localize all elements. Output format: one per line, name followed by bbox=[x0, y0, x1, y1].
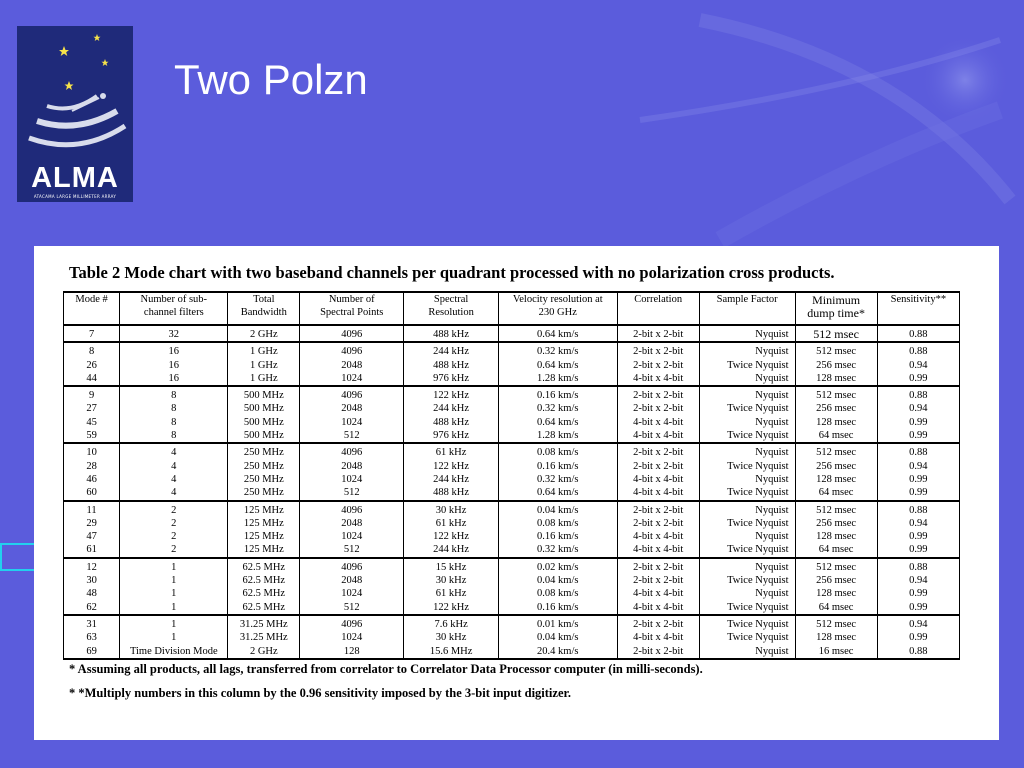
table-cell: 4 bbox=[120, 486, 228, 500]
table-cell: 0.64 km/s bbox=[498, 359, 617, 372]
table-cell: 244 kHz bbox=[404, 473, 499, 486]
table-row bbox=[64, 517, 960, 530]
table-cell: 128 msec bbox=[795, 530, 877, 543]
table-cell: 16 msec bbox=[795, 645, 877, 659]
column-header: Sensitivity** bbox=[877, 292, 959, 325]
table-cell: 4096 bbox=[300, 501, 404, 517]
table-cell: 0.02 km/s bbox=[498, 558, 617, 574]
table-cell: 122 kHz bbox=[404, 386, 499, 402]
table-cell: 2-bit x 2-bit bbox=[617, 402, 699, 415]
table-cell: 4096 bbox=[300, 386, 404, 402]
table-cell: 128 msec bbox=[795, 372, 877, 386]
table-cell: 64 msec bbox=[795, 601, 877, 615]
table-cell: 4-bit x 4-bit bbox=[617, 372, 699, 386]
table-row bbox=[64, 325, 960, 342]
table-cell: 2 bbox=[120, 501, 228, 517]
table-cell: 125 MHz bbox=[228, 517, 300, 530]
table-row bbox=[64, 416, 960, 429]
table-cell: 2048 bbox=[300, 517, 404, 530]
table-cell: 0.88 bbox=[877, 558, 959, 574]
table-cell: 1024 bbox=[300, 473, 404, 486]
table-cell: 976 kHz bbox=[404, 372, 499, 386]
table-cell: 45 bbox=[64, 416, 120, 429]
table-cell: 488 kHz bbox=[404, 359, 499, 372]
table-cell: 1024 bbox=[300, 587, 404, 600]
table-cell: 2048 bbox=[300, 402, 404, 415]
table-cell: 0.04 km/s bbox=[498, 631, 617, 644]
table-cell: 4096 bbox=[300, 615, 404, 631]
table-cell: 125 MHz bbox=[228, 543, 300, 557]
table-cell: 62 bbox=[64, 601, 120, 615]
table-cell: 250 MHz bbox=[228, 460, 300, 473]
table-cell: 256 msec bbox=[795, 460, 877, 473]
table-cell: Twice Nyquist bbox=[699, 543, 795, 557]
table-row bbox=[64, 574, 960, 587]
table-cell: 4096 bbox=[300, 558, 404, 574]
table-cell: 1 bbox=[120, 574, 228, 587]
table-cell: 16 bbox=[120, 359, 228, 372]
table-cell: 2 bbox=[120, 517, 228, 530]
table-cell: 512 bbox=[300, 429, 404, 443]
table-cell: 0.16 km/s bbox=[498, 386, 617, 402]
slide-title: Two Polzn bbox=[174, 56, 368, 103]
column-header: Mode # bbox=[64, 292, 120, 325]
table-cell: 512 msec bbox=[795, 501, 877, 517]
table-cell: 244 kHz bbox=[404, 342, 499, 358]
table-cell: 0.88 bbox=[877, 342, 959, 358]
table-cell: Nyquist bbox=[699, 443, 795, 459]
table-cell: Twice Nyquist bbox=[699, 460, 795, 473]
table-cell: 1024 bbox=[300, 631, 404, 644]
table-row bbox=[64, 359, 960, 372]
table-cell: 0.01 km/s bbox=[498, 615, 617, 631]
column-header: Velocity resolution at 230 GHz bbox=[498, 292, 617, 325]
table-cell: 4096 bbox=[300, 325, 404, 342]
table-cell: 2-bit x 2-bit bbox=[617, 558, 699, 574]
table-cell: 2-bit x 2-bit bbox=[617, 574, 699, 587]
table-cell: 1 bbox=[120, 615, 228, 631]
table-cell: 29 bbox=[64, 517, 120, 530]
table-cell: 4-bit x 4-bit bbox=[617, 416, 699, 429]
table-cell: 1 GHz bbox=[228, 342, 300, 358]
table-cell: 122 kHz bbox=[404, 601, 499, 615]
table-cell: 128 msec bbox=[795, 631, 877, 644]
table-row bbox=[64, 402, 960, 415]
table-cell: 2-bit x 2-bit bbox=[617, 325, 699, 342]
table-cell: Nyquist bbox=[699, 386, 795, 402]
table-cell: 488 kHz bbox=[404, 486, 499, 500]
table-cell: 500 MHz bbox=[228, 386, 300, 402]
table-cell: 0.88 bbox=[877, 645, 959, 659]
table-cell: 4-bit x 4-bit bbox=[617, 473, 699, 486]
table-cell: 0.04 km/s bbox=[498, 574, 617, 587]
table-cell: 62.5 MHz bbox=[228, 587, 300, 600]
table-row bbox=[64, 386, 960, 402]
column-header: Correlation bbox=[617, 292, 699, 325]
table-row bbox=[64, 473, 960, 486]
table-cell: 512 msec bbox=[795, 558, 877, 574]
table-cell: 2048 bbox=[300, 574, 404, 587]
column-header: Minimum dump time* bbox=[795, 292, 877, 325]
table-cell: 61 kHz bbox=[404, 517, 499, 530]
mode-chart-table bbox=[63, 291, 960, 660]
table-cell: 30 bbox=[64, 574, 120, 587]
table-cell: 8 bbox=[120, 402, 228, 415]
table-cell: 9 bbox=[64, 386, 120, 402]
table-cell: 2 bbox=[120, 530, 228, 543]
table-cell: 8 bbox=[64, 342, 120, 358]
table-cell: 15.6 MHz bbox=[404, 645, 499, 659]
column-header: Sample Factor bbox=[699, 292, 795, 325]
table-cell: 0.94 bbox=[877, 574, 959, 587]
table-cell: 4096 bbox=[300, 443, 404, 459]
table-cell: 250 MHz bbox=[228, 486, 300, 500]
table-cell: 7.6 kHz bbox=[404, 615, 499, 631]
table-cell: Nyquist bbox=[699, 473, 795, 486]
footnote-sensitivity: * *Multiply numbers in this column by the 0.96 sensitivity imposed by the 3-bit input digitizer. bbox=[69, 686, 572, 700]
table-row bbox=[64, 501, 960, 517]
table-row bbox=[64, 543, 960, 557]
table-cell: 250 MHz bbox=[228, 473, 300, 486]
table-cell: Nyquist bbox=[699, 372, 795, 386]
table-cell: 4-bit x 4-bit bbox=[617, 631, 699, 644]
table-cell: 7 bbox=[64, 325, 120, 342]
table-cell: 256 msec bbox=[795, 517, 877, 530]
table-cell: Twice Nyquist bbox=[699, 631, 795, 644]
table-cell: Time Division Mode bbox=[120, 645, 228, 659]
table-cell: 2 GHz bbox=[228, 645, 300, 659]
table-cell: 0.99 bbox=[877, 416, 959, 429]
table-cell: 128 msec bbox=[795, 473, 877, 486]
table-cell: 128 bbox=[300, 645, 404, 659]
logo-wordmark: ALMA bbox=[31, 162, 119, 194]
table-cell: 512 msec bbox=[795, 386, 877, 402]
document-image bbox=[34, 246, 999, 740]
table-cell: 30 kHz bbox=[404, 574, 499, 587]
table-cell: 31.25 MHz bbox=[228, 615, 300, 631]
table-cell: 2048 bbox=[300, 460, 404, 473]
table-cell: 31.25 MHz bbox=[228, 631, 300, 644]
table-caption: Table 2 Mode chart with two baseband channels per quadrant processed with no polarization cross products. bbox=[69, 263, 835, 282]
table-cell: 128 msec bbox=[795, 416, 877, 429]
table-header-row bbox=[64, 292, 960, 325]
table-cell: 1024 bbox=[300, 530, 404, 543]
table-cell: 31 bbox=[64, 615, 120, 631]
table-cell: 47 bbox=[64, 530, 120, 543]
table-cell: 1.28 km/s bbox=[498, 372, 617, 386]
table-cell: Twice Nyquist bbox=[699, 601, 795, 615]
table-row bbox=[64, 460, 960, 473]
table-cell: 122 kHz bbox=[404, 460, 499, 473]
table-cell: 1 bbox=[120, 631, 228, 644]
table-cell: Nyquist bbox=[699, 416, 795, 429]
table-cell: 125 MHz bbox=[228, 501, 300, 517]
table-cell: 2-bit x 2-bit bbox=[617, 501, 699, 517]
table-cell: 30 kHz bbox=[404, 631, 499, 644]
table-cell: 0.88 bbox=[877, 501, 959, 517]
table-row bbox=[64, 587, 960, 600]
table-cell: 0.64 km/s bbox=[498, 416, 617, 429]
table-cell: 62.5 MHz bbox=[228, 558, 300, 574]
table-cell: 500 MHz bbox=[228, 429, 300, 443]
table-cell: 512 msec bbox=[795, 615, 877, 631]
table-cell: Nyquist bbox=[699, 587, 795, 600]
table-cell: 28 bbox=[64, 460, 120, 473]
table-cell: 0.16 km/s bbox=[498, 601, 617, 615]
table-cell: 59 bbox=[64, 429, 120, 443]
table-row bbox=[64, 615, 960, 631]
table-cell: 16 bbox=[120, 372, 228, 386]
table-cell: 256 msec bbox=[795, 359, 877, 372]
table-cell: 0.99 bbox=[877, 429, 959, 443]
table-cell: 0.08 km/s bbox=[498, 587, 617, 600]
table-cell: Nyquist bbox=[699, 530, 795, 543]
table-cell: 61 kHz bbox=[404, 587, 499, 600]
table-cell: 8 bbox=[120, 386, 228, 402]
table-cell: 0.99 bbox=[877, 631, 959, 644]
table-cell: 2048 bbox=[300, 359, 404, 372]
table-cell: 48 bbox=[64, 587, 120, 600]
table-cell: 0.88 bbox=[877, 443, 959, 459]
table-cell: 1 bbox=[120, 558, 228, 574]
table-cell: 0.94 bbox=[877, 517, 959, 530]
table-row bbox=[64, 631, 960, 644]
logo-subtitle: ATACAMA LARGE MILLIMETER ARRAY bbox=[33, 194, 117, 199]
column-header: Total Bandwidth bbox=[228, 292, 300, 325]
table-cell: Nyquist bbox=[699, 501, 795, 517]
table-cell: 0.16 km/s bbox=[498, 530, 617, 543]
table-row bbox=[64, 443, 960, 459]
alma-logo bbox=[17, 26, 133, 202]
table-cell: 512 msec bbox=[795, 325, 877, 342]
table-row bbox=[64, 558, 960, 574]
table-cell: 4096 bbox=[300, 342, 404, 358]
table-cell: 4 bbox=[120, 460, 228, 473]
table-cell: 0.64 km/s bbox=[498, 325, 617, 342]
table-cell: 12 bbox=[64, 558, 120, 574]
table-cell: 4-bit x 4-bit bbox=[617, 486, 699, 500]
table-cell: 4 bbox=[120, 443, 228, 459]
table-cell: 125 MHz bbox=[228, 530, 300, 543]
table-row bbox=[64, 342, 960, 358]
table-cell: Nyquist bbox=[699, 342, 795, 358]
table-row bbox=[64, 372, 960, 386]
table-cell: 250 MHz bbox=[228, 443, 300, 459]
table-cell: Twice Nyquist bbox=[699, 615, 795, 631]
table-cell: 256 msec bbox=[795, 402, 877, 415]
table-row bbox=[64, 601, 960, 615]
table-cell: 2 bbox=[120, 543, 228, 557]
table-cell: Twice Nyquist bbox=[699, 402, 795, 415]
table-cell: 0.99 bbox=[877, 543, 959, 557]
table-cell: 1 GHz bbox=[228, 372, 300, 386]
table-cell: 0.88 bbox=[877, 325, 959, 342]
table-cell: 0.94 bbox=[877, 359, 959, 372]
table-cell: 0.94 bbox=[877, 460, 959, 473]
table-cell: 62.5 MHz bbox=[228, 601, 300, 615]
table-cell: 61 kHz bbox=[404, 443, 499, 459]
table-cell: 10 bbox=[64, 443, 120, 459]
table-cell: 1024 bbox=[300, 372, 404, 386]
table-cell: 512 msec bbox=[795, 342, 877, 358]
table-cell: Twice Nyquist bbox=[699, 517, 795, 530]
table-cell: 4-bit x 4-bit bbox=[617, 587, 699, 600]
table-cell: 500 MHz bbox=[228, 416, 300, 429]
table-cell: 64 msec bbox=[795, 429, 877, 443]
column-header: Number of sub- channel filters bbox=[120, 292, 228, 325]
table-cell: 0.94 bbox=[877, 402, 959, 415]
table-row bbox=[64, 530, 960, 543]
table-cell: 512 bbox=[300, 543, 404, 557]
table-cell: 61 bbox=[64, 543, 120, 557]
table-cell: 0.88 bbox=[877, 386, 959, 402]
table-cell: 512 bbox=[300, 486, 404, 500]
table-cell: 1.28 km/s bbox=[498, 429, 617, 443]
table-cell: 0.99 bbox=[877, 473, 959, 486]
table-cell: 63 bbox=[64, 631, 120, 644]
table-cell: 44 bbox=[64, 372, 120, 386]
table-cell: 60 bbox=[64, 486, 120, 500]
table-cell: 8 bbox=[120, 416, 228, 429]
table-cell: 0.99 bbox=[877, 372, 959, 386]
table-cell: 256 msec bbox=[795, 574, 877, 587]
table-cell: Nyquist bbox=[699, 558, 795, 574]
table-cell: 15 kHz bbox=[404, 558, 499, 574]
table-cell: 1 bbox=[120, 601, 228, 615]
table-cell: 512 bbox=[300, 601, 404, 615]
table-cell: Twice Nyquist bbox=[699, 486, 795, 500]
table-cell: 30 kHz bbox=[404, 501, 499, 517]
table-cell: 1024 bbox=[300, 416, 404, 429]
table-cell: 0.32 km/s bbox=[498, 402, 617, 415]
table-cell: 122 kHz bbox=[404, 530, 499, 543]
table-row bbox=[64, 645, 960, 659]
table-cell: 20.4 km/s bbox=[498, 645, 617, 659]
table-cell: 2-bit x 2-bit bbox=[617, 460, 699, 473]
table-cell: 500 MHz bbox=[228, 402, 300, 415]
table-cell: 2-bit x 2-bit bbox=[617, 359, 699, 372]
table-cell: 488 kHz bbox=[404, 416, 499, 429]
table-cell: 2-bit x 2-bit bbox=[617, 443, 699, 459]
table-cell: 4-bit x 4-bit bbox=[617, 429, 699, 443]
table-cell: 27 bbox=[64, 402, 120, 415]
table-cell: 8 bbox=[120, 429, 228, 443]
table-cell: 16 bbox=[120, 342, 228, 358]
table-cell: Twice Nyquist bbox=[699, 574, 795, 587]
column-header: Number of Spectral Points bbox=[300, 292, 404, 325]
table-cell: 2-bit x 2-bit bbox=[617, 645, 699, 659]
table-cell: 0.94 bbox=[877, 615, 959, 631]
table-cell: 244 kHz bbox=[404, 543, 499, 557]
table-cell: 512 msec bbox=[795, 443, 877, 459]
table-cell: 0.08 km/s bbox=[498, 517, 617, 530]
table-cell: 0.99 bbox=[877, 601, 959, 615]
table-cell: Nyquist bbox=[699, 645, 795, 659]
table-cell: 46 bbox=[64, 473, 120, 486]
table-cell: 0.32 km/s bbox=[498, 473, 617, 486]
table-cell: Twice Nyquist bbox=[699, 359, 795, 372]
table-cell: 64 msec bbox=[795, 543, 877, 557]
table-cell: 0.16 km/s bbox=[498, 460, 617, 473]
table-cell: Twice Nyquist bbox=[699, 429, 795, 443]
table-cell: 4-bit x 4-bit bbox=[617, 601, 699, 615]
table-cell: 0.32 km/s bbox=[498, 543, 617, 557]
table-cell: 0.08 km/s bbox=[498, 443, 617, 459]
table-cell: 2-bit x 2-bit bbox=[617, 517, 699, 530]
table-cell: 62.5 MHz bbox=[228, 574, 300, 587]
table-cell: 2-bit x 2-bit bbox=[617, 386, 699, 402]
table-cell: 488 kHz bbox=[404, 325, 499, 342]
table-cell: 0.99 bbox=[877, 587, 959, 600]
table-cell: Nyquist bbox=[699, 325, 795, 342]
table-cell: 128 msec bbox=[795, 587, 877, 600]
table-cell: 244 kHz bbox=[404, 402, 499, 415]
footnote-dump-time: * Assuming all products, all lags, transferred from correlator to Correlator Data Processor computer (in milli-seconds). bbox=[69, 662, 703, 676]
table-cell: 0.64 km/s bbox=[498, 486, 617, 500]
table-cell: 0.99 bbox=[877, 486, 959, 500]
table-cell: 0.99 bbox=[877, 530, 959, 543]
logo-dish-graphic bbox=[17, 26, 133, 162]
table-cell: 32 bbox=[120, 325, 228, 342]
table-cell: 2-bit x 2-bit bbox=[617, 342, 699, 358]
table-cell: 1 bbox=[120, 587, 228, 600]
table-cell: 976 kHz bbox=[404, 429, 499, 443]
table-row bbox=[64, 429, 960, 443]
table-cell: 2 GHz bbox=[228, 325, 300, 342]
table-row bbox=[64, 486, 960, 500]
table-cell: 0.32 km/s bbox=[498, 342, 617, 358]
column-header: Spectral Resolution bbox=[404, 292, 499, 325]
table-cell: 1 GHz bbox=[228, 359, 300, 372]
table-cell: 69 bbox=[64, 645, 120, 659]
table-cell: 2-bit x 2-bit bbox=[617, 615, 699, 631]
table-cell: 64 msec bbox=[795, 486, 877, 500]
table-cell: 4 bbox=[120, 473, 228, 486]
table-cell: 11 bbox=[64, 501, 120, 517]
table-cell: 26 bbox=[64, 359, 120, 372]
table-cell: 0.04 km/s bbox=[498, 501, 617, 517]
table-cell: 4-bit x 4-bit bbox=[617, 543, 699, 557]
table-cell: 4-bit x 4-bit bbox=[617, 530, 699, 543]
